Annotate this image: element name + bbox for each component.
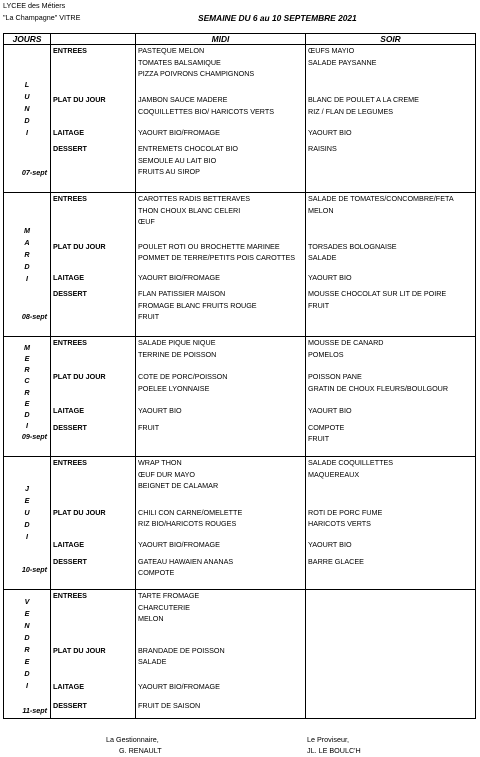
day-letter: N [24,621,30,630]
soir-item: YAOURT BIO [308,405,352,415]
category-text: PLAT DU JOUR [53,372,106,382]
signature-gestionnaire-name: G. RENAULT [119,746,162,755]
day-letter: D [24,409,30,419]
soir-item: YAOURT BIO [308,273,352,283]
soir-item [308,166,475,178]
category-text: ENTREES [53,338,87,347]
midi-cell [136,272,306,288]
day-letter: L [24,79,30,89]
menu-row [4,457,476,507]
midi-cell [136,288,306,336]
day-name-vertical [4,225,50,285]
midi-item: FRUIT [138,312,160,322]
midi-item: CHARCUTERIE [138,602,190,612]
soir-item: TORSADES BOLOGNAISE [308,241,397,251]
midi-cell [136,337,306,372]
midi-item: YAOURT BIO/FROMAGE [138,273,220,283]
midi-item [138,433,305,445]
midi-item: COTE DE PORC/POISSON [138,372,228,382]
midi-item: POMMET DE TERRE/PETITS POIS CAROTTES [138,253,296,263]
midi-item: SALADE [138,657,167,667]
day-letter: J [25,484,29,493]
menu-row [4,193,476,241]
soir-item: FRUIT [308,300,330,310]
day-name-vertical [4,342,50,431]
day-letter: M [24,225,30,235]
category-label [51,337,136,372]
day-letter: D [24,115,30,125]
category-label [51,422,136,457]
soir-item: POISSON PANE [308,372,362,382]
category-label [51,45,136,95]
soir-cell [306,681,476,699]
day-letter: D [24,520,30,529]
soir-cell [306,288,476,336]
midi-cell [136,590,306,645]
category-label [51,457,136,507]
day-cell [4,193,51,337]
midi-item: SEMOULE AU LAIT BIO [138,155,217,165]
category-text: ENTREES [53,591,87,600]
signature-proviseur-title: Le Proviseur, [307,735,349,744]
menu-row [4,143,476,193]
midi-cell [136,405,306,422]
soir-item [308,656,475,668]
category-label [51,94,136,127]
day-letter: N [24,103,30,113]
soir-cell [306,127,476,143]
soir-item [308,613,475,625]
day-letter: U [24,508,30,517]
menu-row [4,94,476,127]
midi-item: YAOURT BIO [138,405,182,415]
menu-row [4,405,476,422]
soir-item [308,700,475,712]
menu-row [4,507,476,540]
midi-item: BEIGNET DE CALAMAR [138,481,219,491]
week-title: SEMAINE DU 6 au 10 SEPTEMBRE 2021 [198,13,357,23]
midi-item: FROMAGE BLANC FRUITS ROUGE [138,300,257,310]
day-date: 11-sept [22,706,47,715]
soir-item: FRUIT [308,434,330,444]
midi-item: MELON [138,614,164,624]
midi-cell [136,371,306,405]
soir-cell [306,405,476,422]
midi-item: THON CHOUX BLANC CELERI [138,205,241,215]
category-label [51,507,136,540]
midi-item: WRAP THON [138,458,182,467]
midi-cell [136,143,306,193]
soir-item: MAQUEREAUX [308,469,360,479]
menu-row [4,272,476,288]
school-name: "La Champagne" VITRE [3,13,81,22]
midi-item: FRUIT DE SAISON [138,700,201,710]
day-date: 08-sept [21,312,47,321]
signature-proviseur-name: JL. LE BOULC'H [307,746,361,755]
soir-cell [306,507,476,540]
midi-item: FRUITS AU SIROP [138,167,200,177]
midi-item: ŒUF [138,217,155,227]
day-letter: E [24,496,30,505]
soir-item: MELON [308,205,334,215]
category-text: DESSERT [53,556,87,566]
day-cell [4,590,51,719]
soir-item: MOUSSE CHOCOLAT SUR LIT DE POIRE [308,289,447,299]
menu-row [4,681,476,699]
day-letter: I [26,681,28,690]
category-text: ENTREES [53,458,87,467]
midi-cell [136,681,306,699]
menu-row [4,288,476,336]
category-text: LAITAGE [53,540,85,550]
soir-item: ŒUFS MAYIO [308,46,355,55]
category-text: LAITAGE [53,405,85,415]
day-letter: V [24,597,30,606]
midi-item: JAMBON SAUCE MADERE [138,95,228,105]
soir-item [308,567,475,579]
menu-row [4,127,476,143]
menu-row [4,556,476,590]
soir-item: RAISINS [308,143,337,153]
soir-cell [306,539,476,555]
midi-cell [136,700,306,719]
header-category [51,34,136,45]
soir-item: ROTI DE PORC FUME [308,507,383,517]
soir-item [308,68,475,80]
day-letter: R [24,249,30,259]
midi-item: SALADE PIQUE NIQUE [138,338,216,347]
day-letter: R [24,645,30,654]
soir-item [308,681,475,693]
soir-item: HARICOTS VERTS [308,519,371,529]
soir-item [308,480,475,492]
midi-cell [136,127,306,143]
category-label [51,143,136,193]
category-text: PLAT DU JOUR [53,241,106,251]
category-label [51,556,136,590]
day-date: 07-sept [21,168,47,177]
soir-item [308,216,475,228]
day-letter: E [24,398,30,408]
day-letter: E [24,354,30,364]
header-jours: JOURS [4,34,51,45]
soir-item: MOUSSE DE CANARD [308,338,384,347]
day-letter: U [24,91,30,101]
day-cell [4,45,51,193]
soir-item [308,311,475,323]
day-letter: I [26,273,28,283]
category-text: ENTREES [53,194,87,203]
day-letter: C [24,376,30,386]
midi-item: COQUILLETTES BIO/ HARICOTS VERTS [138,106,275,116]
table-header-row [4,34,476,45]
soir-item: YAOURT BIO [308,127,352,137]
soir-item: POMELOS [308,349,344,359]
category-text: DESSERT [53,143,87,153]
midi-item: GATEAU HAWAIEN ANANAS [138,556,234,566]
soir-item: BLANC DE POULET A LA CREME [308,95,419,105]
menu-row [4,337,476,372]
midi-item: BRANDADE DE POISSON [138,645,225,655]
soir-item [308,602,475,614]
category-text: DESSERT [53,700,87,710]
soir-cell [306,371,476,405]
midi-item: ŒUF DUR MAYO [138,469,195,479]
category-label [51,405,136,422]
soir-cell [306,94,476,127]
soir-cell [306,143,476,193]
day-letter: E [24,657,30,666]
menu-row [4,371,476,405]
soir-cell [306,45,476,95]
header-soir: SOIR [306,34,476,45]
signature-gestionnaire-title: La Gestionnaire, [106,735,159,744]
day-letter: R [24,365,30,375]
soir-cell [306,272,476,288]
soir-cell [306,241,476,273]
midi-item: YAOURT BIO/FROMAGE [138,127,220,137]
midi-item: TERRINE DE POISSON [138,349,217,359]
category-label [51,371,136,405]
soir-item: BARRE GLACEE [308,556,364,566]
day-letter: D [24,669,30,678]
soir-item: SALADE [308,253,337,263]
category-label [51,539,136,555]
category-label [51,681,136,699]
soir-item [308,645,475,657]
category-text: LAITAGE [53,682,85,692]
midi-item: RIZ BIO/HARICOTS ROUGES [138,519,237,529]
midi-item: CHILI CON CARNE/OMELETTE [138,507,243,517]
midi-item: POULET ROTI OU BROCHETTE MARINEE [138,241,280,251]
midi-item: PIZZA POIVRONS CHAMPIGNONS [138,69,255,79]
day-letter: I [26,420,28,430]
midi-cell [136,241,306,273]
midi-cell [136,422,306,457]
midi-item: TARTE FROMAGE [138,591,200,600]
menu-row [4,422,476,457]
midi-item: FRUIT [138,422,160,432]
category-text: DESSERT [53,422,87,432]
midi-cell [136,45,306,95]
midi-item: PASTEQUE MELON [138,46,205,55]
category-label [51,590,136,645]
category-label [51,241,136,273]
menu-row [4,539,476,555]
soir-cell [306,337,476,372]
soir-item: GRATIN DE CHOUX FLEURS/BOULGOUR [308,383,449,393]
category-text: LAITAGE [53,127,85,137]
category-label [51,272,136,288]
menu-row [4,700,476,719]
day-name-vertical [4,596,50,692]
midi-cell [136,645,306,681]
day-date: 10-sept [21,565,47,574]
midi-cell [136,539,306,555]
soir-item: RIZ / FLAN DE LEGUMES [308,106,394,116]
midi-item: YAOURT BIO/FROMAGE [138,540,220,550]
category-label [51,127,136,143]
soir-cell [306,193,476,241]
day-cell [4,337,51,457]
soir-item: SALADE PAYSANNE [308,57,377,67]
day-cell [4,457,51,590]
header-midi: MIDI [136,34,306,45]
soir-item [308,155,475,167]
soir-item: SALADE DE TOMATES/CONCOMBRE/FETA [308,194,454,203]
soir-cell [306,457,476,507]
category-label [51,700,136,719]
midi-item: CAROTTES RADIS BETTERAVES [138,194,251,203]
soir-cell [306,590,476,645]
category-label [51,645,136,681]
soir-cell [306,422,476,457]
menu-row [4,590,476,645]
day-letter: I [26,532,28,541]
midi-cell [136,507,306,540]
midi-item: TOMATES BALSAMIQUE [138,57,221,67]
day-letter: E [24,609,30,618]
day-letter: M [24,343,30,352]
category-text: ENTREES [53,46,87,55]
category-text: PLAT DU JOUR [53,645,106,655]
soir-cell [306,556,476,590]
midi-cell [136,94,306,127]
soir-cell [306,700,476,719]
category-text: PLAT DU JOUR [53,95,106,105]
soir-item: SALADE COQUILLETTES [308,458,394,467]
soir-item [308,590,475,602]
midi-item: FLAN PATISSIER MAISON [138,289,226,299]
midi-item: YAOURT BIO/FROMAGE [138,682,220,692]
midi-item: POELEE LYONNAISE [138,383,210,393]
category-text: LAITAGE [53,273,85,283]
menu-row [4,45,476,95]
category-label [51,288,136,336]
day-letter: R [24,387,30,397]
category-text: PLAT DU JOUR [53,507,106,517]
soir-item: YAOURT BIO [308,540,352,550]
menu-row [4,241,476,273]
day-letter: D [24,633,30,642]
day-letter: A [24,237,30,247]
day-letter: I [26,127,28,137]
day-date: 09-sept [21,432,47,441]
midi-cell [136,457,306,507]
day-name-vertical [4,483,50,543]
menu-row [4,645,476,681]
day-name-vertical [4,79,50,139]
midi-cell [136,193,306,241]
category-text: DESSERT [53,289,87,299]
midi-item: ENTREMETS CHOCOLAT BIO [138,143,238,153]
soir-cell [306,645,476,681]
menu-table [3,33,476,719]
midi-cell [136,556,306,590]
menu-body [4,45,476,719]
school-label: LYCEE des Métiers [3,1,66,10]
midi-item: COMPOTE [138,568,175,578]
category-label [51,193,136,241]
soir-item: COMPOTE [308,422,345,432]
day-letter: D [24,261,30,271]
